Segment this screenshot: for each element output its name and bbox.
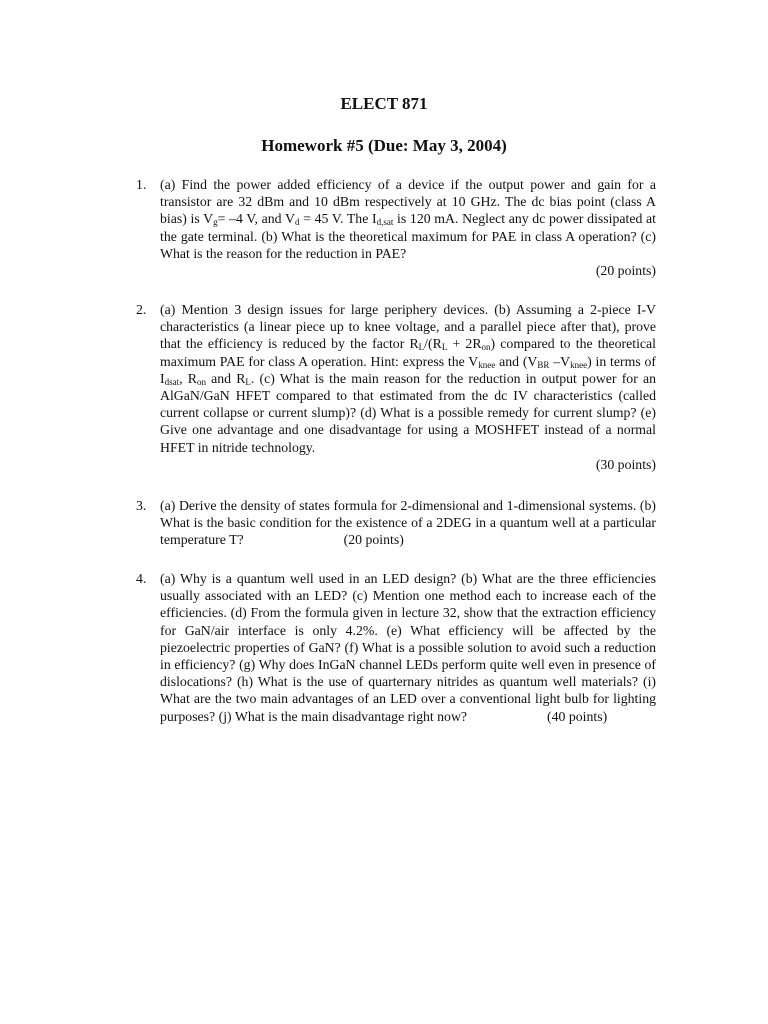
- question-1: [136, 176, 656, 279]
- question-3: [136, 497, 656, 549]
- question-number: 2.: [136, 302, 147, 317]
- question-points: (40 points): [547, 708, 608, 724]
- course-title: ELECT 871: [340, 94, 428, 113]
- question-number: 1.: [136, 177, 147, 192]
- question-text: (a) Find the power added efficiency of a device if the output power and gain for a transistor are 32 dBm and 10 dBm respectively at 10 GHz. The dc bias point (class A bias) is $V_g= -4$ V, and $V_d = 45$ V. The $I_{d,sat}$ is 120 mA. Neglect any dc power dissipated at the gate terminal. (b) What is the theoretical maximum for PAE in class A operation? (c) What is the reason for the reduction in PAE?: [160, 177, 656, 261]
- question-points: (30 points): [595, 456, 656, 472]
- question-points: (20 points): [595, 263, 656, 279]
- question-text: (a) Mention 3 design issues for large periphery devices. (b) Assuming a 2-piece I-V characteristics (a linear piece up to knee voltage, and a parallel piece after that), prove that the efficiency is reduced by the factor $R_L/(R_L + 2R_{on})$ compared to the theoretical maximum PAE for class A operation. Hint: express the $V_{knee}$ and ($V_{BR}$ $-V_{knee}$) in terms of $I_{dsat}$, $R_{on}$ and $R_L$. (c) What is the main reason for the reduction in output power for an AlGaN/GaN HFET compared to that estimated from the dc IV characteristics (called current collapse or current slump)? (d) What is a possible remedy for current slump? (e) Give one advantage and one disadvantage for using a MOSHFET instead of a normal HFET in nitride technology.: [160, 302, 657, 455]
- homework-title: Homework #5 (Due: May 3, 2004): [261, 136, 507, 155]
- question-text: (a) Derive the density of states formula for 2-dimensional and 1-dimensional systems. (b) What is the basic condition for the existence of a 2DEG in a quantum well at a particular temperature T? (20 points): [160, 498, 656, 548]
- question-number: 3.: [136, 498, 147, 513]
- question-4: [136, 570, 656, 725]
- question-text: (a) Why is a quantum well used in an LED design? (b) What are the three efficiencies usually associated with an LED? (c) Mention one method each to increase each of the efficiencies. (d) From the formula given in lecture 32, show that the extraction efficiency for GaN/air interface is only 4.2%. (e) What efficiency will be affected by the piezoelectric properties of GaN? (f) What is a possible solution to avoid such a reduction in efficiency? (g) Why does InGaN channel LEDs perform quite well even in presence of dislocations? (h) What is the use of quarternary nitrides as quantum well materials? (i) What are the two main advantages of an LED over a conventional light bulb for lighting purposes? (j) What is the main disadvantage right now? (40 points): [160, 571, 656, 724]
- question-2: [136, 301, 656, 473]
- question-points: (20 points): [343, 532, 404, 548]
- question-number: 4.: [136, 571, 147, 586]
